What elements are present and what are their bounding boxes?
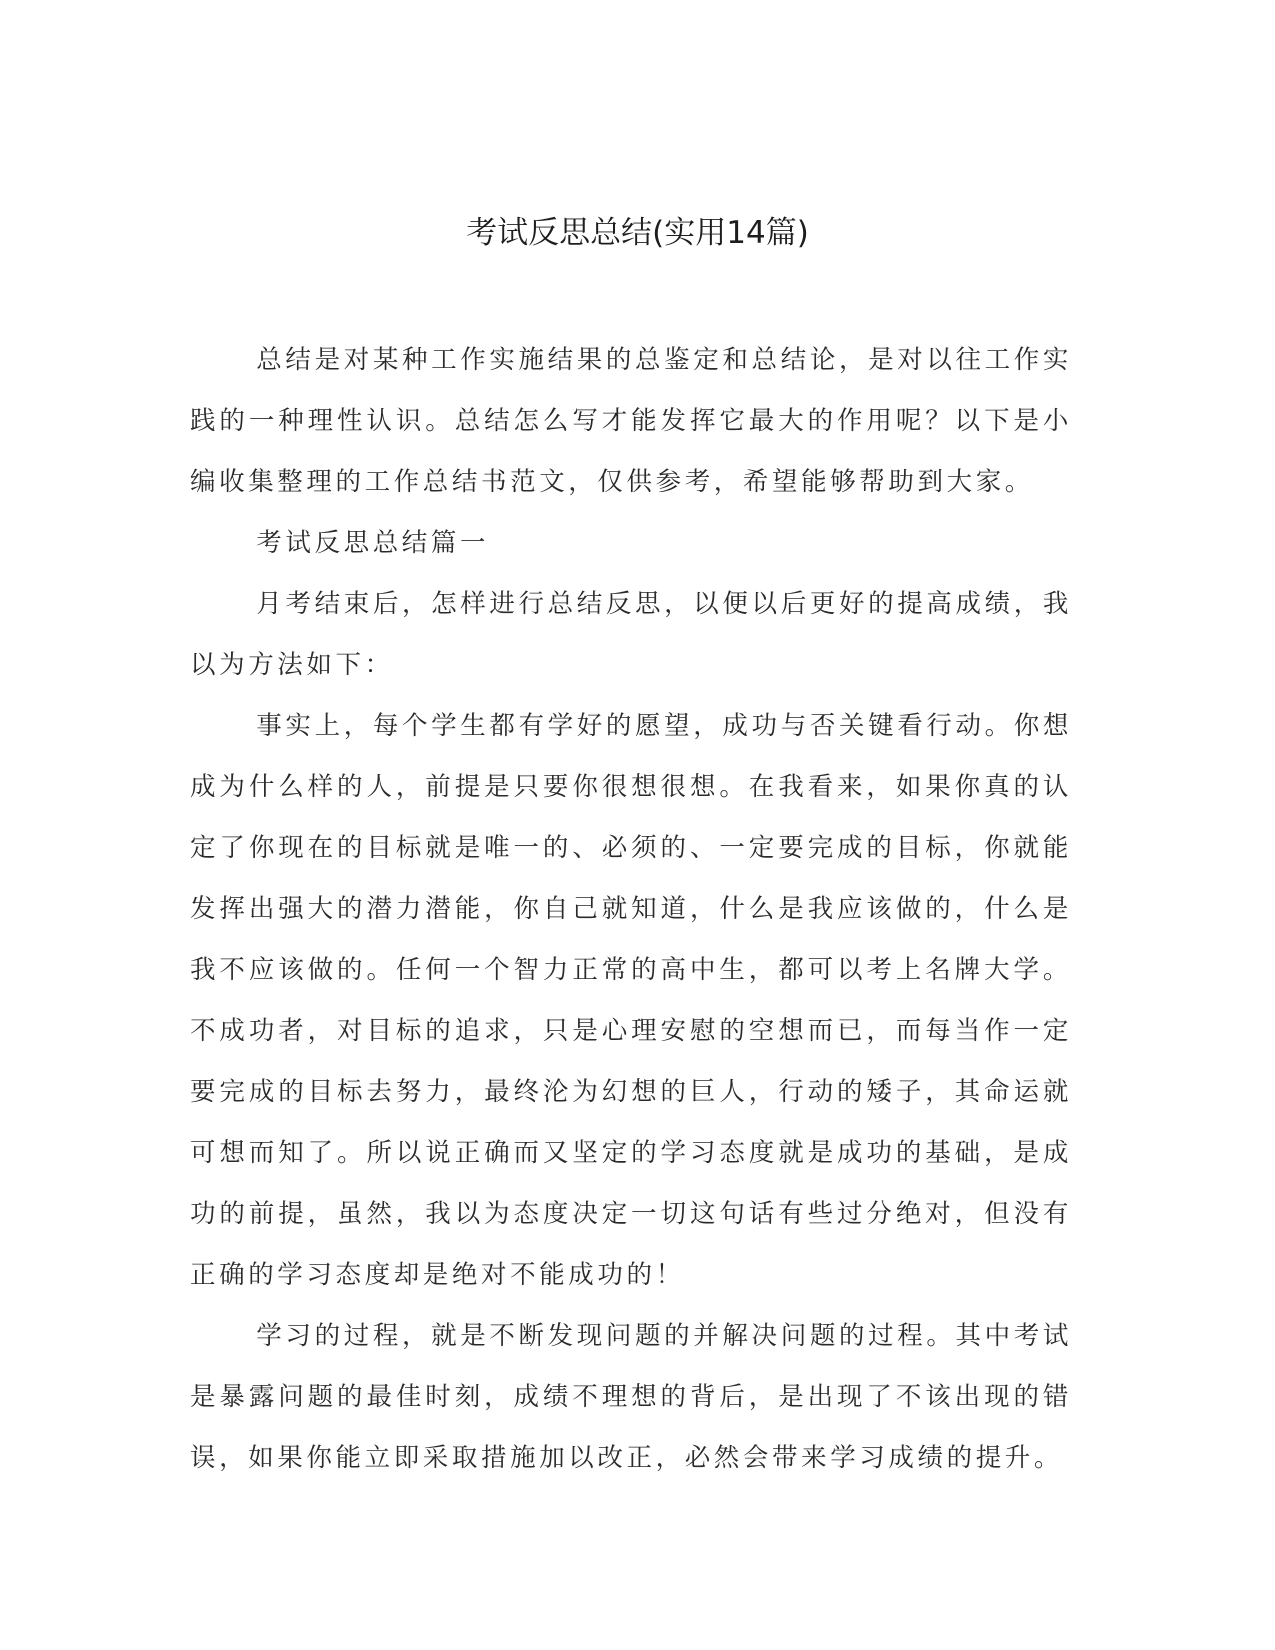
document-body xyxy=(190,330,1072,1489)
document-title: 考试反思总结(实用14篇) xyxy=(466,215,809,251)
section-heading: 考试反思总结篇一 xyxy=(256,528,490,558)
body-paragraph: 事实上，每个学生都有学好的愿望，成功与否关键看行动。你想成为什么样的人，前提是只要你很想很想。在我看来，如果你真的认定了你现在的目标就是唯一的、必须的、一定要完成的目标，你就能发挥出强大的潜力潜能，你自己就知道，什么是我应该做的，什么是我不应该做的。任何一个智力正常的高中生，都可以考上名牌大学。不成功者，对目标的追求，只是心理安慰的空想而已，而每当作一定要完成的目标去努力，最终沦为幻想的巨人，行动的矮子，其命运就可想而知了。所以说正确而又坚定的学习态度就是成功的基础，是成功的前提，虽然，我以为态度决定一切这句话有些过分绝对，但没有正确的学习态度却是绝对不能成功的！ xyxy=(190,711,1072,1290)
intro-paragraph: 总结是对某种工作实施结果的总鉴定和总结论，是对以往工作实践的一种理性认识。总结怎么写才能发挥它最大的作用呢？以下是小编收集整理的工作总结书范文，仅供参考，希望能够帮助到大家。 xyxy=(190,345,1072,497)
body-paragraph: 月考结束后，怎样进行总结反思，以便以后更好的提高成绩，我以为方法如下： xyxy=(190,589,1072,680)
body-paragraph: 学习的过程，就是不断发现问题的并解决问题的过程。其中考试是暴露问题的最佳时刻，成绩不理想的背后，是出现了不该出现的错误，如果你能立即采取措施加以改正，必然会带来学习成绩的提升。 xyxy=(190,1321,1072,1473)
